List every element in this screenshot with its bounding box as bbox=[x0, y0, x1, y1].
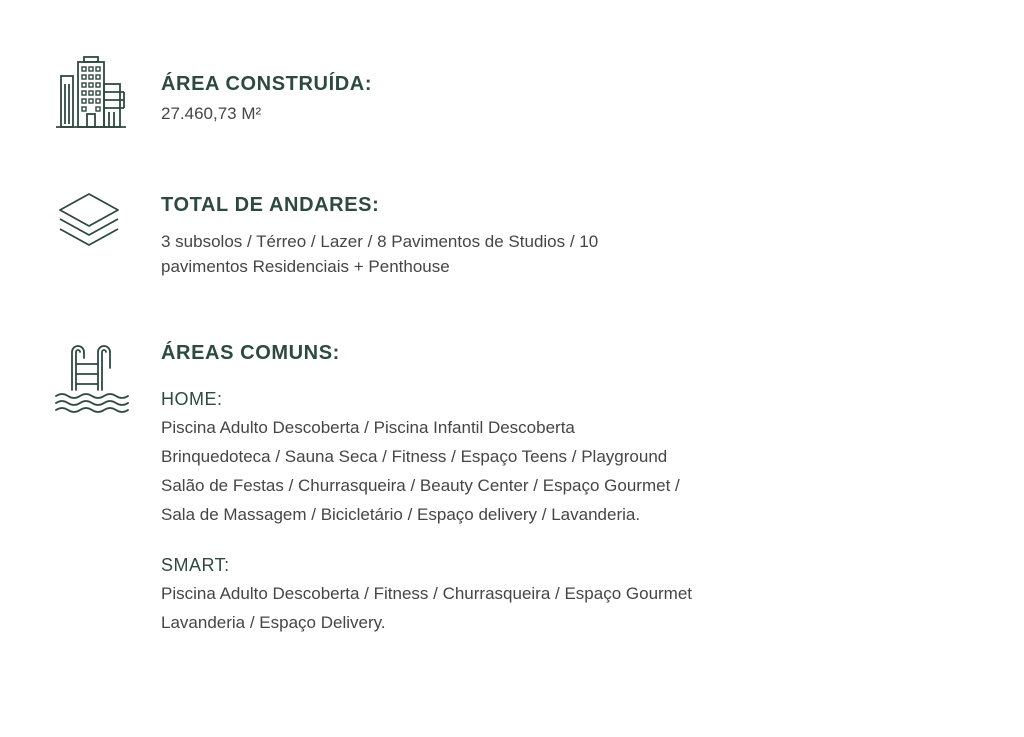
home-label: HOME: bbox=[161, 389, 223, 409]
home-line-1: Piscina Adulto Descoberta / Piscina Infantil Descoberta bbox=[161, 418, 575, 437]
smart-list bbox=[161, 579, 861, 637]
floors-title: TOTAL DE ANDARES: bbox=[161, 194, 380, 216]
common-content bbox=[161, 341, 861, 637]
home-line-3: Salão de Festas / Churrasqueira / Beauty Center / Espaço Gourmet / bbox=[161, 476, 680, 495]
layers-icon bbox=[54, 186, 130, 262]
smart-line-2: Lavanderia / Espaço Delivery. bbox=[161, 613, 386, 632]
home-line-4: Sala de Massagem / Bicicletário / Espaço delivery / Lavanderia. bbox=[161, 505, 641, 524]
area-content bbox=[161, 72, 861, 126]
floors-line-2: pavimentos Residenciais + Penthouse bbox=[161, 257, 450, 276]
floors-line-1: 3 subsolos / Térreo / Lazer / 8 Pavimentos de Studios / 10 bbox=[161, 232, 599, 251]
area-value: 27.460,73 M² bbox=[161, 104, 262, 123]
common-title: ÁREAS COMUNS: bbox=[161, 342, 340, 364]
area-title: ÁREA CONSTRUÍDA: bbox=[161, 73, 373, 95]
floors-content bbox=[161, 193, 861, 279]
building-icon bbox=[54, 54, 130, 130]
smart-line-1: Piscina Adulto Descoberta / Fitness / Churrasqueira / Espaço Gourmet bbox=[161, 584, 693, 603]
pool-ladder-icon bbox=[54, 338, 130, 414]
home-line-2: Brinquedoteca / Sauna Seca / Fitness / Espaço Teens / Playground bbox=[161, 447, 668, 466]
home-list bbox=[161, 413, 861, 529]
smart-label: SMART: bbox=[161, 555, 230, 575]
